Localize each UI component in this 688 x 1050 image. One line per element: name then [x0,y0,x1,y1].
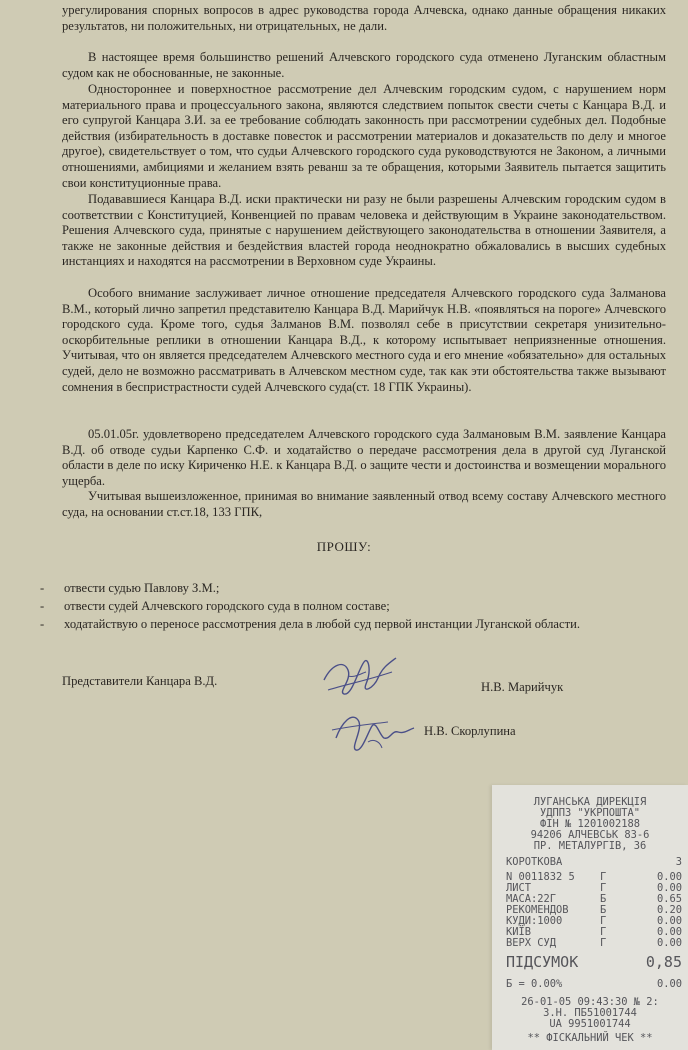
receipt-tax-amount: 0.00 [656,978,682,990]
receipt-item-amount: 0.00 [656,915,682,927]
receipt-tax-label: Б = 0.00% [506,978,563,990]
representatives-label: Представители Канцара В.Д. [62,674,218,688]
receipt-item-amount: 0.00 [656,937,682,949]
receipt-item-unit: Г [600,915,607,927]
paragraph-3: Одностороннее и поверхностное рассмотрение дел Алчевским городским судом, с нарушением норм материального права и процессуального закона, являются следствием попыток свести счеты с Канцара В.Д. и его супругой Канцара З.И. за ее требование соблюдать законность при рассмотрении судебных дел. Подобные действия (избирательность в доставке повесток и рассмотрении материалов и доказательств по делу и многое другое), свидетельствует о том, что судьи Алчевского городского суда руководствуются не Законом, а личными отношениями, амбициями и желанием взять реванш за те обращения, которыми Заявитель пытается защитить свои конституционные права. [62,82,666,190]
paragraph-6: 05.01.05г. удовлетворено председателем Алчевского городского суда Залмановым В.М. заявление Канцара В.Д. об отводе судьи Карпенко С.Ф. и ходатайство о передаче рассмотрения дела в другой суд Луганской области в деле по иску Кириченко Н.Е. к Канцара В.Д. о защите чести и достоинства и возмещении морального ущерба. [62,427,666,488]
receipt-item-label: ВЕРХ СУД [506,937,557,949]
paragraph-1: урегулирования спорных вопросов в адрес руководства города Алчевска, однако данные обращения никаких результатов, ни положительных, ни отрицательных, не дали. [62,3,666,33]
receipt-item-unit: Б [600,904,607,916]
signature-marijchuk [318,650,402,706]
receipt-header-line: ФІН № 1201002188 [539,818,641,830]
postal-receipt [492,785,688,1050]
receipt-footer-line: UA 9951001744 [549,1018,631,1030]
receipt-header-line: ПР. МЕТАЛУРГІВ, 36 [533,840,647,852]
request-text: отвести судей Алчевского городского суда в полном составе; [64,599,390,613]
receipt-item-label: МАСА:22Г [506,893,557,905]
receipt-total-amount: 0,85 [645,953,682,971]
receipt-item-label: КУДИ:1000 [506,915,563,927]
request-text: ходатайствую о переносе рассмотрения дела в любой суд первой инстанции Луганской области. [64,617,580,631]
receipt-fiscal-label: ** ФІСКАЛЬНИЙ ЧЕК ** [527,1032,653,1044]
paragraph-2: В настоящее время большинство решений Алчевского городского суда отменено Луганским областным судом как не обоснованные, не законные. [62,50,666,80]
receipt-item-label: ЛИСТ [506,882,532,894]
receipt-item-unit: Г [600,937,607,949]
paragraph-7: Учитывая вышеизложенное, принимая во внимание заявленный отвод всему составу Алчевского местного суда, на основании ст.ст.18, 133 ГПК, [62,489,666,519]
list-dash: - [40,617,45,631]
signer-name-2: Н.В. Скорлупина [424,724,516,738]
receipt-type-label: КОРОТКОВА [506,856,563,868]
receipt-item-unit: Г [600,926,607,938]
list-dash: - [40,581,45,595]
receipt-header-line: 94206 АЛЧЕВСЬК 83-6 [530,829,650,841]
receipt-item-amount: 0.00 [656,882,682,894]
paragraph-5: Особого внимание заслуживает личное отношение председателя Алчевского городского суда Залманова В.М., который лично запретил представителю Канцара В.Д. Марийчук Н.В. «появляться на пороге» Алчевского городского суда. Кроме того, судья Залманов В.М. позволял себе в присутствии секретаря унизительно-оскорбительные реплики в отношении Канцара В.Д., к которому испытывает неприязненные отношения. Учитывая, что он является председателем Алчевского местного суда и его мнение «обязательно» для остальных судей, дело не возможно рассматривать в Алчевском местном суде, так как эти обстоятельства также вызывают сомнения в беспристрастности судей Алчевского суда(ст. 18 ГПК Украины). [62,286,666,394]
receipt-item-label: N 0011832 5 [506,871,575,883]
receipt-header-line: УДППЗ "УКРПОШТА" [539,807,641,819]
receipt-type-number: 3 [675,856,682,868]
receipt-item-amount: 0.20 [656,904,682,916]
receipt-item-amount: 0.00 [656,871,682,883]
request-heading: ПРОШУ: [316,539,372,554]
receipt-item-unit: Г [600,871,607,883]
receipt-item-amount: 0.00 [656,926,682,938]
receipt-total-label: ПІДСУМОК [506,953,579,971]
receipt-item-label: КИЇВ [506,926,532,938]
receipt-item-unit: Г [600,882,607,894]
receipt-header-line: ЛУГАНСЬКА ДИРЕКЦІЯ [533,796,647,808]
receipt-footer-line: З.Н. ПБ51001744 [543,1007,637,1019]
receipt-item-amount: 0.65 [656,893,682,905]
receipt-footer-line: 26-01-05 09:43:30 № 2: [521,996,659,1008]
paragraph-4: Подававшиеся Канцара В.Д. иски практически ни разу не были разрешены Алчевским городским судом в соответствии с Конституцией, Конвенцией по правам человека и действующим в Украине законодательством. Решения Алчевского суда, принятые с нарушением действующего законодательства в отношении Заявителя, а также не законные действия и бездействия властей города неоднократно обжаловались в высших судебных инстанциях и находятся на рассмотрении в Верховном суде Украины. [62,192,666,269]
receipt-item-unit: Б [600,893,607,905]
signature-skorlupina [328,702,418,762]
list-dash: - [40,599,45,613]
receipt-item-label: РЕКОМЕНДОВ [506,904,569,916]
signer-name-1: Н.В. Марийчук [481,680,564,694]
request-text: отвести судью Павлову З.М.; [64,581,220,595]
